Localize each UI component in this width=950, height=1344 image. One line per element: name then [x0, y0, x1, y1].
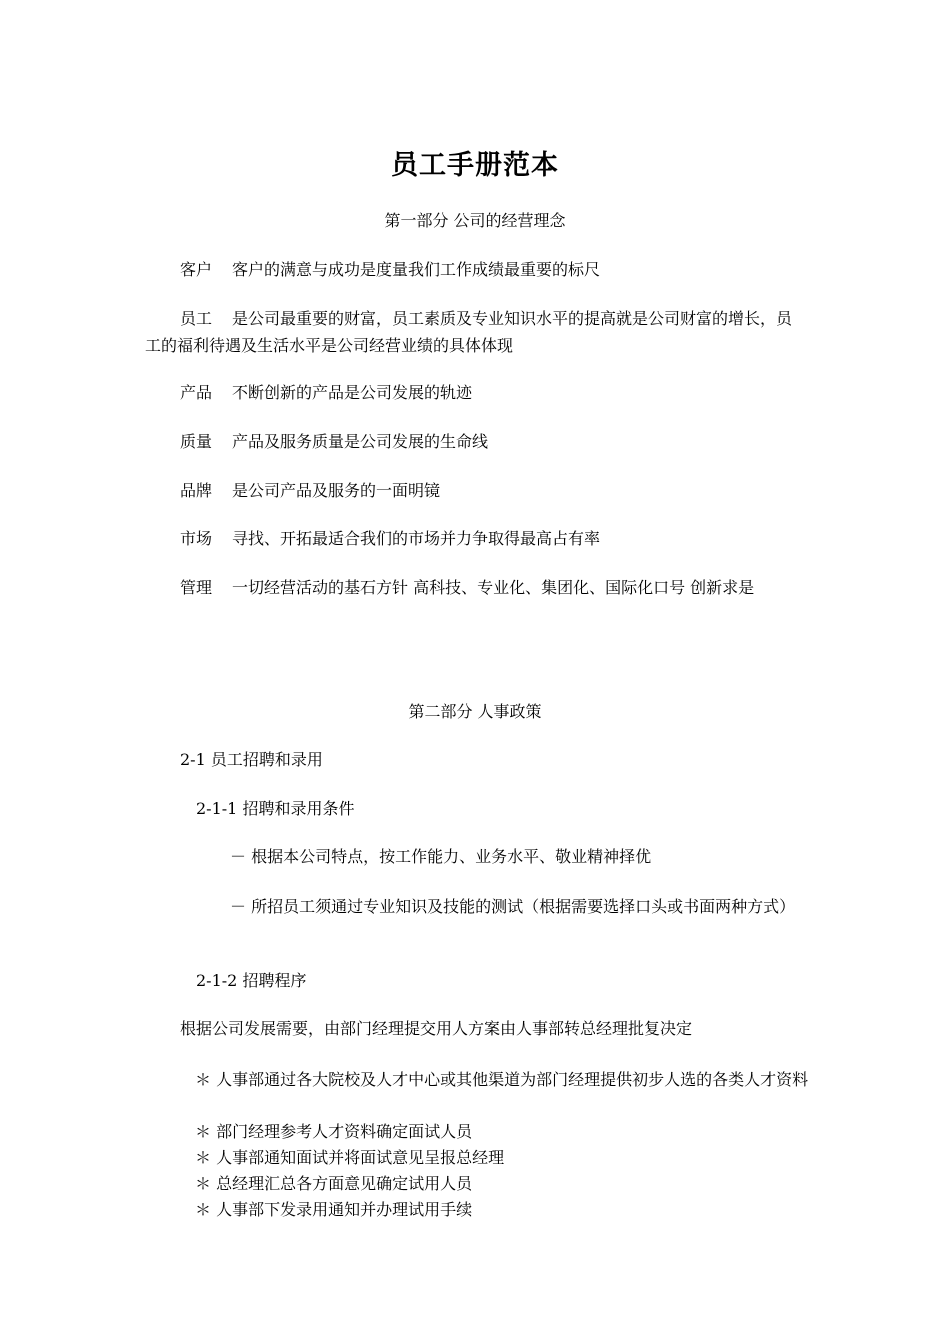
principle-key: 客户: [180, 260, 213, 279]
principle-employee: [145, 305, 805, 359]
principle-text: 产品及服务质量是公司发展的生命线: [232, 432, 489, 451]
condition-item: － 根据本公司特点，按工作能力、业务水平、敬业精神择优: [230, 847, 652, 866]
principle-text: 客户的满意与成功是度量我们工作成绩最重要的标尺: [232, 260, 601, 279]
principle-brand: [145, 477, 805, 504]
principle-product: [145, 379, 805, 406]
principle-quality: [145, 428, 805, 455]
section-2-1-heading: 2-1 员工招聘和录用: [180, 750, 323, 769]
procedure-step: ＊ 人事部通过各大院校及人才中心或其他渠道为部门经理提供初步人选的各类人才资料: [195, 1070, 809, 1089]
principle-text: 不断创新的产品是公司发展的轨迹: [232, 383, 473, 402]
principle-key: 市场: [180, 529, 213, 548]
principle-text: 一切经营活动的基石方针 高科技、专业化、集团化、国际化口号 创新求是: [232, 578, 755, 597]
section-2-1-2-heading: 2-1-2 招聘程序: [196, 971, 307, 990]
principle-key: 员工: [180, 309, 213, 328]
part1-heading: 第一部分 公司的经营理念: [384, 211, 566, 230]
procedure-step: ＊ 人事部下发录用通知并办理试用手续: [195, 1200, 473, 1219]
principle-market: [145, 525, 805, 552]
principle-management: [145, 574, 805, 601]
principle-key: 产品: [180, 383, 213, 402]
principle-key: 质量: [180, 432, 213, 451]
principle-customer: [145, 256, 805, 283]
procedure-step: ＊ 总经理汇总各方面意见确定试用人员: [195, 1174, 473, 1193]
principle-text: 是公司产品及服务的一面明镜: [232, 481, 441, 500]
principle-text: 寻找、开拓最适合我们的市场并力争取得最高占有率: [232, 529, 601, 548]
procedure-step: ＊ 部门经理参考人才资料确定面试人员: [195, 1122, 473, 1141]
principle-text: 是公司最重要的财富，员工素质及专业知识水平的提高就是公司财富的增长，员工的福利待遇及生活水平是公司经营业绩的具体体现: [145, 309, 793, 355]
principle-key: 管理: [180, 578, 213, 597]
part2-heading: 第二部分 人事政策: [408, 702, 542, 721]
condition-item: － 所招员工须通过专业知识及技能的测试（根据需要选择口头或书面两种方式）: [230, 897, 796, 916]
section-2-1-1-heading: 2-1-1 招聘和录用条件: [196, 799, 355, 818]
document-title: 员工手册范本: [391, 150, 559, 181]
procedure-step: ＊ 人事部通知面试并将面试意见呈报总经理: [195, 1148, 505, 1167]
principle-key: 品牌: [180, 481, 213, 500]
procedure-intro: 根据公司发展需要，由部门经理提交用人方案由人事部转总经理批复决定: [180, 1019, 693, 1038]
